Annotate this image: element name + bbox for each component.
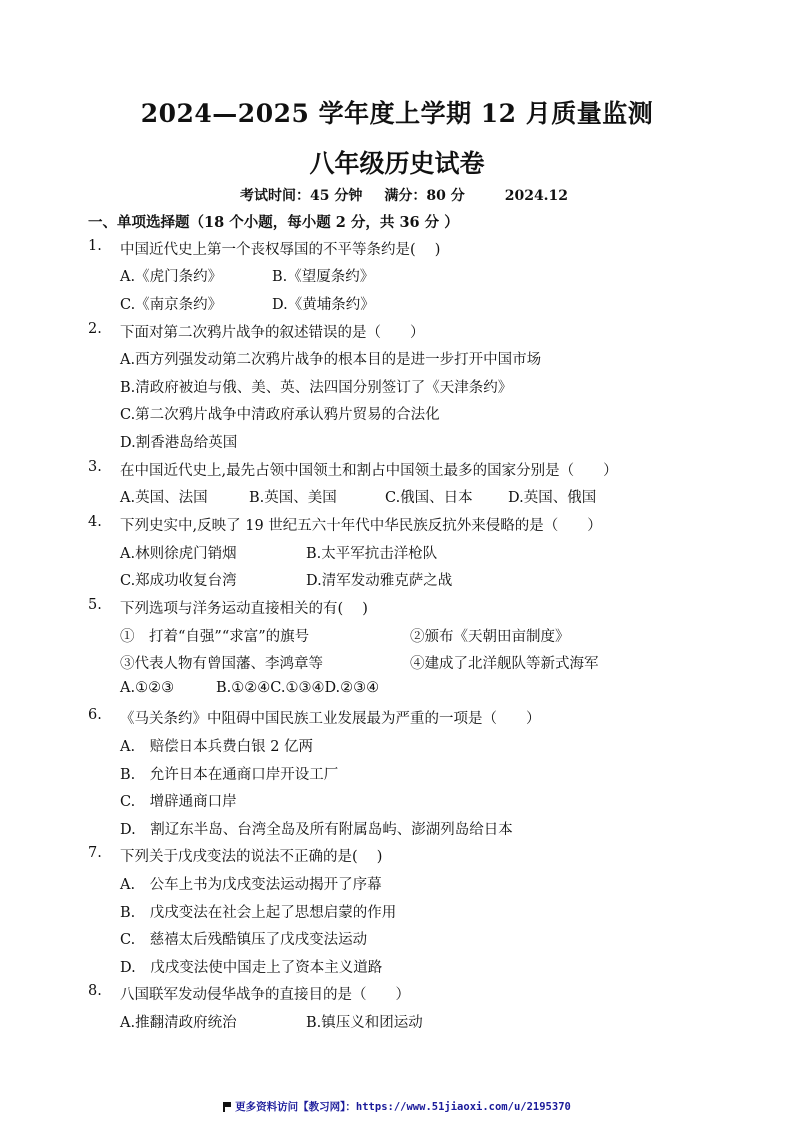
exam-subtitle: 八年级历史试卷 — [309, 149, 485, 178]
question-number: 3. — [88, 459, 102, 475]
option-a: A.林则徐虎门销烟 — [120, 546, 237, 562]
question-stem: 在中国近代史上,最先占领中国领土和割占中国领土最多的国家分别是（ ） — [120, 463, 618, 479]
question-stem: 下列选项与洋务运动直接相关的有( ) — [120, 601, 368, 617]
option-a: A. 赔偿日本兵费白银 2 亿两 — [120, 739, 314, 755]
question-number: 5. — [88, 597, 102, 613]
exam-date: 2024.12 — [504, 188, 569, 204]
option-a: A.《虎门条约》 — [120, 269, 223, 285]
question-number: 6. — [88, 707, 102, 723]
question-stem: 下列史实中,反映了 19 世纪五六十年代中华民族反抗外来侵略的是（ ） — [120, 518, 602, 534]
option-a: A.推翻清政府统治 — [120, 1015, 237, 1031]
option-c: C.郑成功收复台湾 — [120, 573, 237, 589]
option-bcd: B.①②④C.①③④D.②③④ — [216, 680, 380, 696]
option-d: D.英国、俄国 — [508, 490, 597, 506]
section-heading: 一、单项选择题（18 个小题，每小题 2 分，共 36 分 ） — [88, 214, 459, 231]
option-b: B.清政府被迫与俄、美、英、法四国分别签订了《天津条约》 — [120, 380, 513, 396]
option-c: C.俄国、日本 — [385, 490, 473, 506]
statement-2: ②颁布《天朝田亩制度》 — [410, 629, 570, 645]
question-stem: 下列关于戊戌变法的说法不正确的是( ) — [120, 849, 383, 865]
footer-text[interactable]: 更多资料访问【教习网】：https://www.51jiaoxi.com/u/2195370 — [235, 1101, 571, 1113]
option-b: B. 允许日本在通商口岸开设工厂 — [120, 767, 339, 783]
option-d: D.割香港岛给英国 — [120, 435, 238, 451]
question-number: 4. — [88, 514, 102, 530]
option-a: A.西方列强发动第二次鸦片战争的根本目的是进一步打开中国市场 — [120, 352, 542, 368]
statement-4: ④建成了北洋舰队等新式海军 — [410, 656, 599, 672]
option-b: B.《望厦条约》 — [272, 269, 375, 285]
option-d: D.《黄埔条约》 — [272, 297, 375, 313]
statement-1: ① 打着“自强”“求富”的旗号 — [120, 629, 310, 645]
option-b: B.镇压义和团运动 — [306, 1015, 423, 1031]
option-c: C.《南京条约》 — [120, 297, 223, 313]
exam-title: 2024—2025 学年度上学期 12 月质量监测 — [140, 99, 654, 128]
option-c: C.第二次鸦片战争中清政府承认鸦片贸易的合法化 — [120, 407, 440, 423]
question-stem: 下面对第二次鸦片战争的叙述错误的是（ ） — [120, 325, 425, 341]
question-number: 8. — [88, 983, 102, 999]
option-d: D. 戊戌变法使中国走上了资本主义道路 — [120, 960, 383, 976]
full-score: 满分：80 分 — [384, 188, 465, 204]
option-d: D.清军发动雅克萨之战 — [306, 573, 453, 589]
option-a: A.英国、法国 — [120, 490, 208, 506]
question-number: 7. — [88, 845, 102, 861]
flag-icon — [223, 1102, 231, 1111]
option-c: C. 增辟通商口岸 — [120, 794, 237, 810]
option-c: C. 慈禧太后残酷镇压了戊戌变法运动 — [120, 932, 368, 948]
option-b: B.太平军抗击洋枪队 — [306, 546, 438, 562]
question-stem: 《马关条约》中阻碍中国民族工业发展最为严重的一项是（ ） — [120, 711, 541, 727]
exam-meta — [240, 185, 568, 205]
option-b: B.英国、美国 — [249, 490, 337, 506]
question-number: 2. — [88, 321, 102, 337]
option-a: A. 公车上书为戊戌变法运动揭开了序幕 — [120, 877, 382, 893]
question-number: 1. — [88, 238, 102, 254]
question-stem: 八国联军发动侵华战争的直接目的是（ ） — [120, 987, 410, 1003]
option-a: A.①②③ — [120, 680, 175, 696]
question-stem: 中国近代史上第一个丧权辱国的不平等条约是( ) — [120, 242, 441, 258]
footer-link[interactable] — [0, 1099, 794, 1114]
option-b: B. 戊戌变法在社会上起了思想启蒙的作用 — [120, 905, 397, 921]
option-d: D. 割辽东半岛、台湾全岛及所有附属岛屿、澎湖列岛给日本 — [120, 822, 513, 838]
statement-3: ③代表人物有曾国藩、李鸿章等 — [120, 656, 323, 672]
exam-time: 考试时间：45 分钟 — [240, 188, 363, 204]
